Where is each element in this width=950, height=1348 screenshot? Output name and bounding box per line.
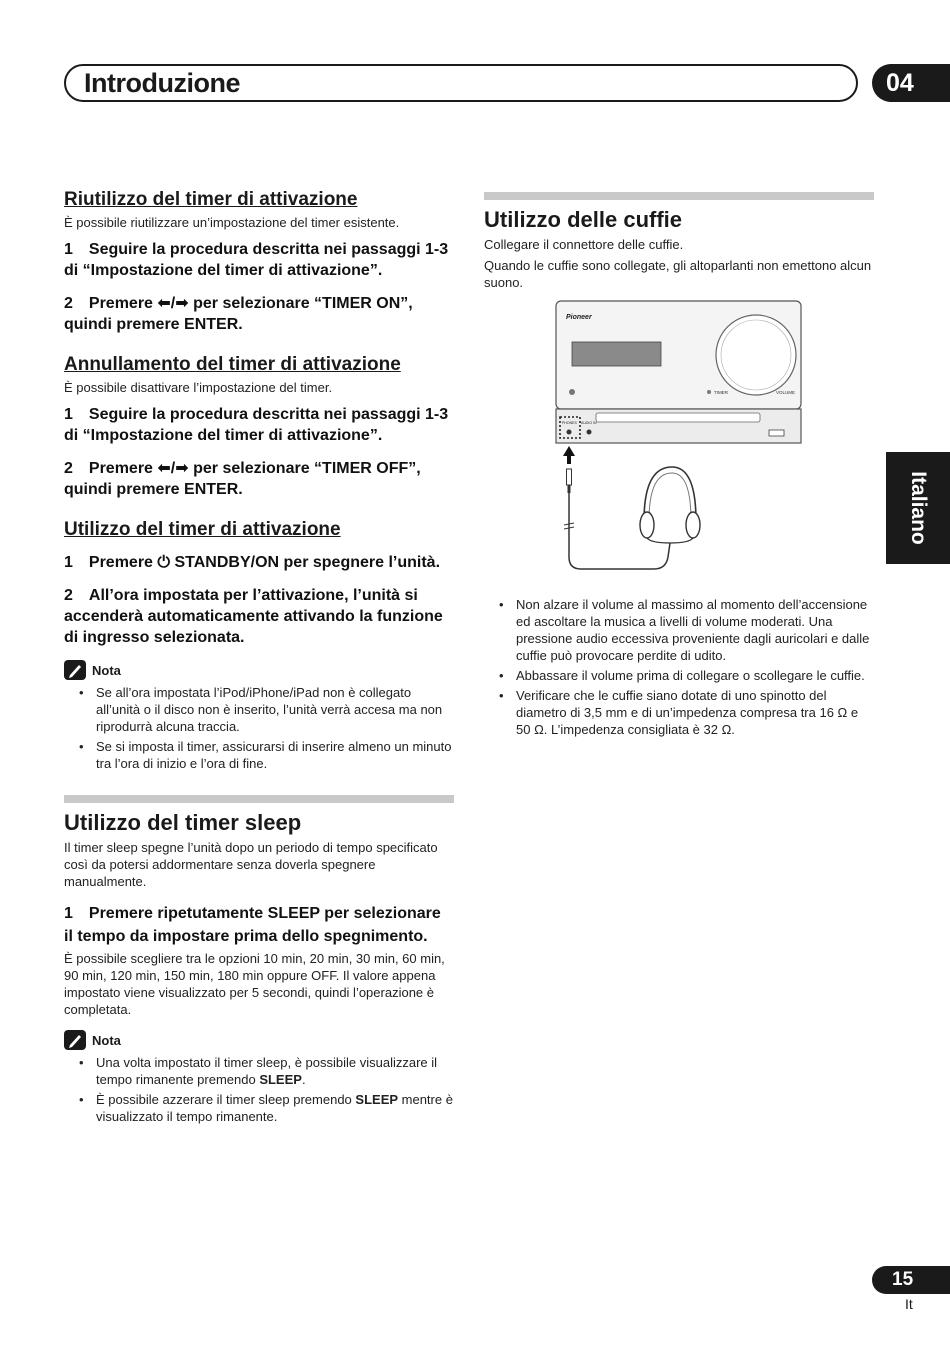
section-desc-sleep: Il timer sleep spegne l’unità dopo un periodo di tempo specificato così da potersi addormentare senza doverla spegnere manualmente.	[64, 840, 438, 889]
section-desc-headphones-2: Quando le cuffie sono collegate, gli altoparlanti non emettono alcun suono.	[484, 258, 872, 290]
nota-heading	[64, 1030, 454, 1050]
step	[64, 404, 454, 446]
section-desc-reuse-timer: È possibile riutilizzare un’impostazione del timer esistente.	[64, 215, 400, 230]
volume-label: VOLUME	[776, 390, 796, 395]
headphone-connection-diagram	[484, 299, 874, 582]
step	[64, 902, 454, 948]
step-number: 1	[64, 905, 73, 922]
pencil-icon	[64, 660, 86, 680]
phones-label: PHONES	[562, 421, 577, 425]
device-brand: Pioneer	[566, 314, 592, 321]
section-desc-cancel-timer: È possibile disattivare l’impostazione del timer.	[64, 380, 333, 395]
step-number: 2	[64, 460, 73, 477]
nota-heading	[64, 660, 454, 680]
step-text: Seguire la procedura descritta nei passaggi 1-3 di “Impostazione del timer di attivazione”.	[64, 241, 449, 279]
step-text: Premere ⬅/➡ per selezionare “TIMER ON”, quindi premere ENTER.	[64, 295, 413, 333]
section-title-cancel-timer: Annullamento del timer di attivazione	[64, 354, 401, 375]
step	[64, 239, 454, 281]
step-number: 1	[64, 241, 73, 258]
notes-list	[64, 684, 454, 772]
section-title-sleep: Utilizzo del timer sleep	[64, 810, 302, 835]
section-title-use-timer: Utilizzo del timer di attivazione	[64, 519, 341, 540]
pencil-icon	[64, 1030, 86, 1050]
section-divider	[64, 795, 454, 803]
step-number: 2	[64, 295, 73, 312]
step-number: 1	[64, 406, 73, 423]
chapter-badge: 04	[872, 64, 950, 102]
nota-label: Nota	[92, 662, 121, 678]
section-title-reuse-timer: Riutilizzo del timer di attivazione	[64, 189, 358, 210]
step-text: Premere ⏻ STANDBY/ON per spegnere l’unità.	[88, 554, 441, 571]
nota-label: Nota	[92, 1032, 121, 1048]
language-tab-label: Italiano	[907, 471, 930, 545]
page-title: Introduzione	[84, 68, 240, 98]
step	[64, 585, 454, 648]
language-tab	[886, 452, 950, 564]
step-text: Premere ⬅/➡ per selezionare “TIMER OFF”, quindi premere ENTER.	[64, 460, 421, 498]
step-text: Premere ripetutamente SLEEP per selezionare il tempo da impostare prima dello spegnimento.	[64, 905, 441, 945]
step	[64, 552, 454, 573]
timer-label: TIMER	[714, 390, 728, 395]
audio-in-label: AUDIO IN	[581, 421, 597, 425]
note-item: • Una volta impostato il timer sleep, è possibile visualizzare il tempo rimanente premendo SLEEP.	[96, 1054, 454, 1088]
step-text: Seguire la procedura descritta nei passaggi 1-3 di “Impostazione del timer di attivazione”.	[64, 406, 449, 444]
note-item: • Non alzare il volume al massimo al momento dell’accensione ed ascoltare la musica a livelli di volume moderati. Una pressione audio eccessiva proveniente dagli auricolari e dalle cuffie può provocare perdite di udito.	[516, 596, 874, 664]
note-item: • Se all’ora impostata l’iPod/iPhone/iPad non è collegato all’unità o il disco non è inserito, l’unità verrà accesa ma non riprodurrà alcuna traccia.	[96, 684, 454, 735]
page-number: 15	[872, 1266, 950, 1294]
step-number: 2	[64, 587, 73, 604]
note-item: • Se si imposta il timer, assicurarsi di inserire almeno un minuto tra l’ora di inizio e l’ora di fine.	[96, 738, 454, 772]
left-column	[64, 188, 454, 1128]
page-language: It	[905, 1296, 913, 1312]
step	[64, 458, 454, 500]
notes-list	[64, 1054, 454, 1125]
headphones-notes	[484, 596, 874, 738]
note-item: • È possibile azzerare il timer sleep premendo SLEEP mentre è visualizzato il tempo rimanente.	[96, 1091, 454, 1125]
section-divider	[484, 192, 874, 200]
note-item: • Abbassare il volume prima di collegare o scollegare le cuffie.	[516, 667, 874, 684]
note-item: • Verificare che le cuffie siano dotate di uno spinotto del diametro di 3,5 mm e di un’impedenza compresa tra 16 Ω e 50 Ω. L’impedenza consigliata è 32 Ω.	[516, 687, 874, 738]
step-desc: È possibile scegliere tra le opzioni 10 min, 20 min, 30 min, 60 min, 90 min, 120 min, 150 min, 180 min oppure OFF. Il valore appena impostato viene visualizzato per 5 secondi, quindi l’operazione è completata.	[64, 951, 445, 1017]
right-column	[484, 192, 874, 741]
section-title-headphones: Utilizzo delle cuffie	[484, 207, 683, 232]
step	[64, 293, 454, 335]
section-desc-headphones: Collegare il connettore delle cuffie.	[484, 237, 684, 252]
step-number: 1	[64, 554, 73, 571]
step-text: All’ora impostata per l’attivazione, l’unità si accenderà automaticamente attivando la funzione di ingresso selezionata.	[64, 587, 443, 646]
